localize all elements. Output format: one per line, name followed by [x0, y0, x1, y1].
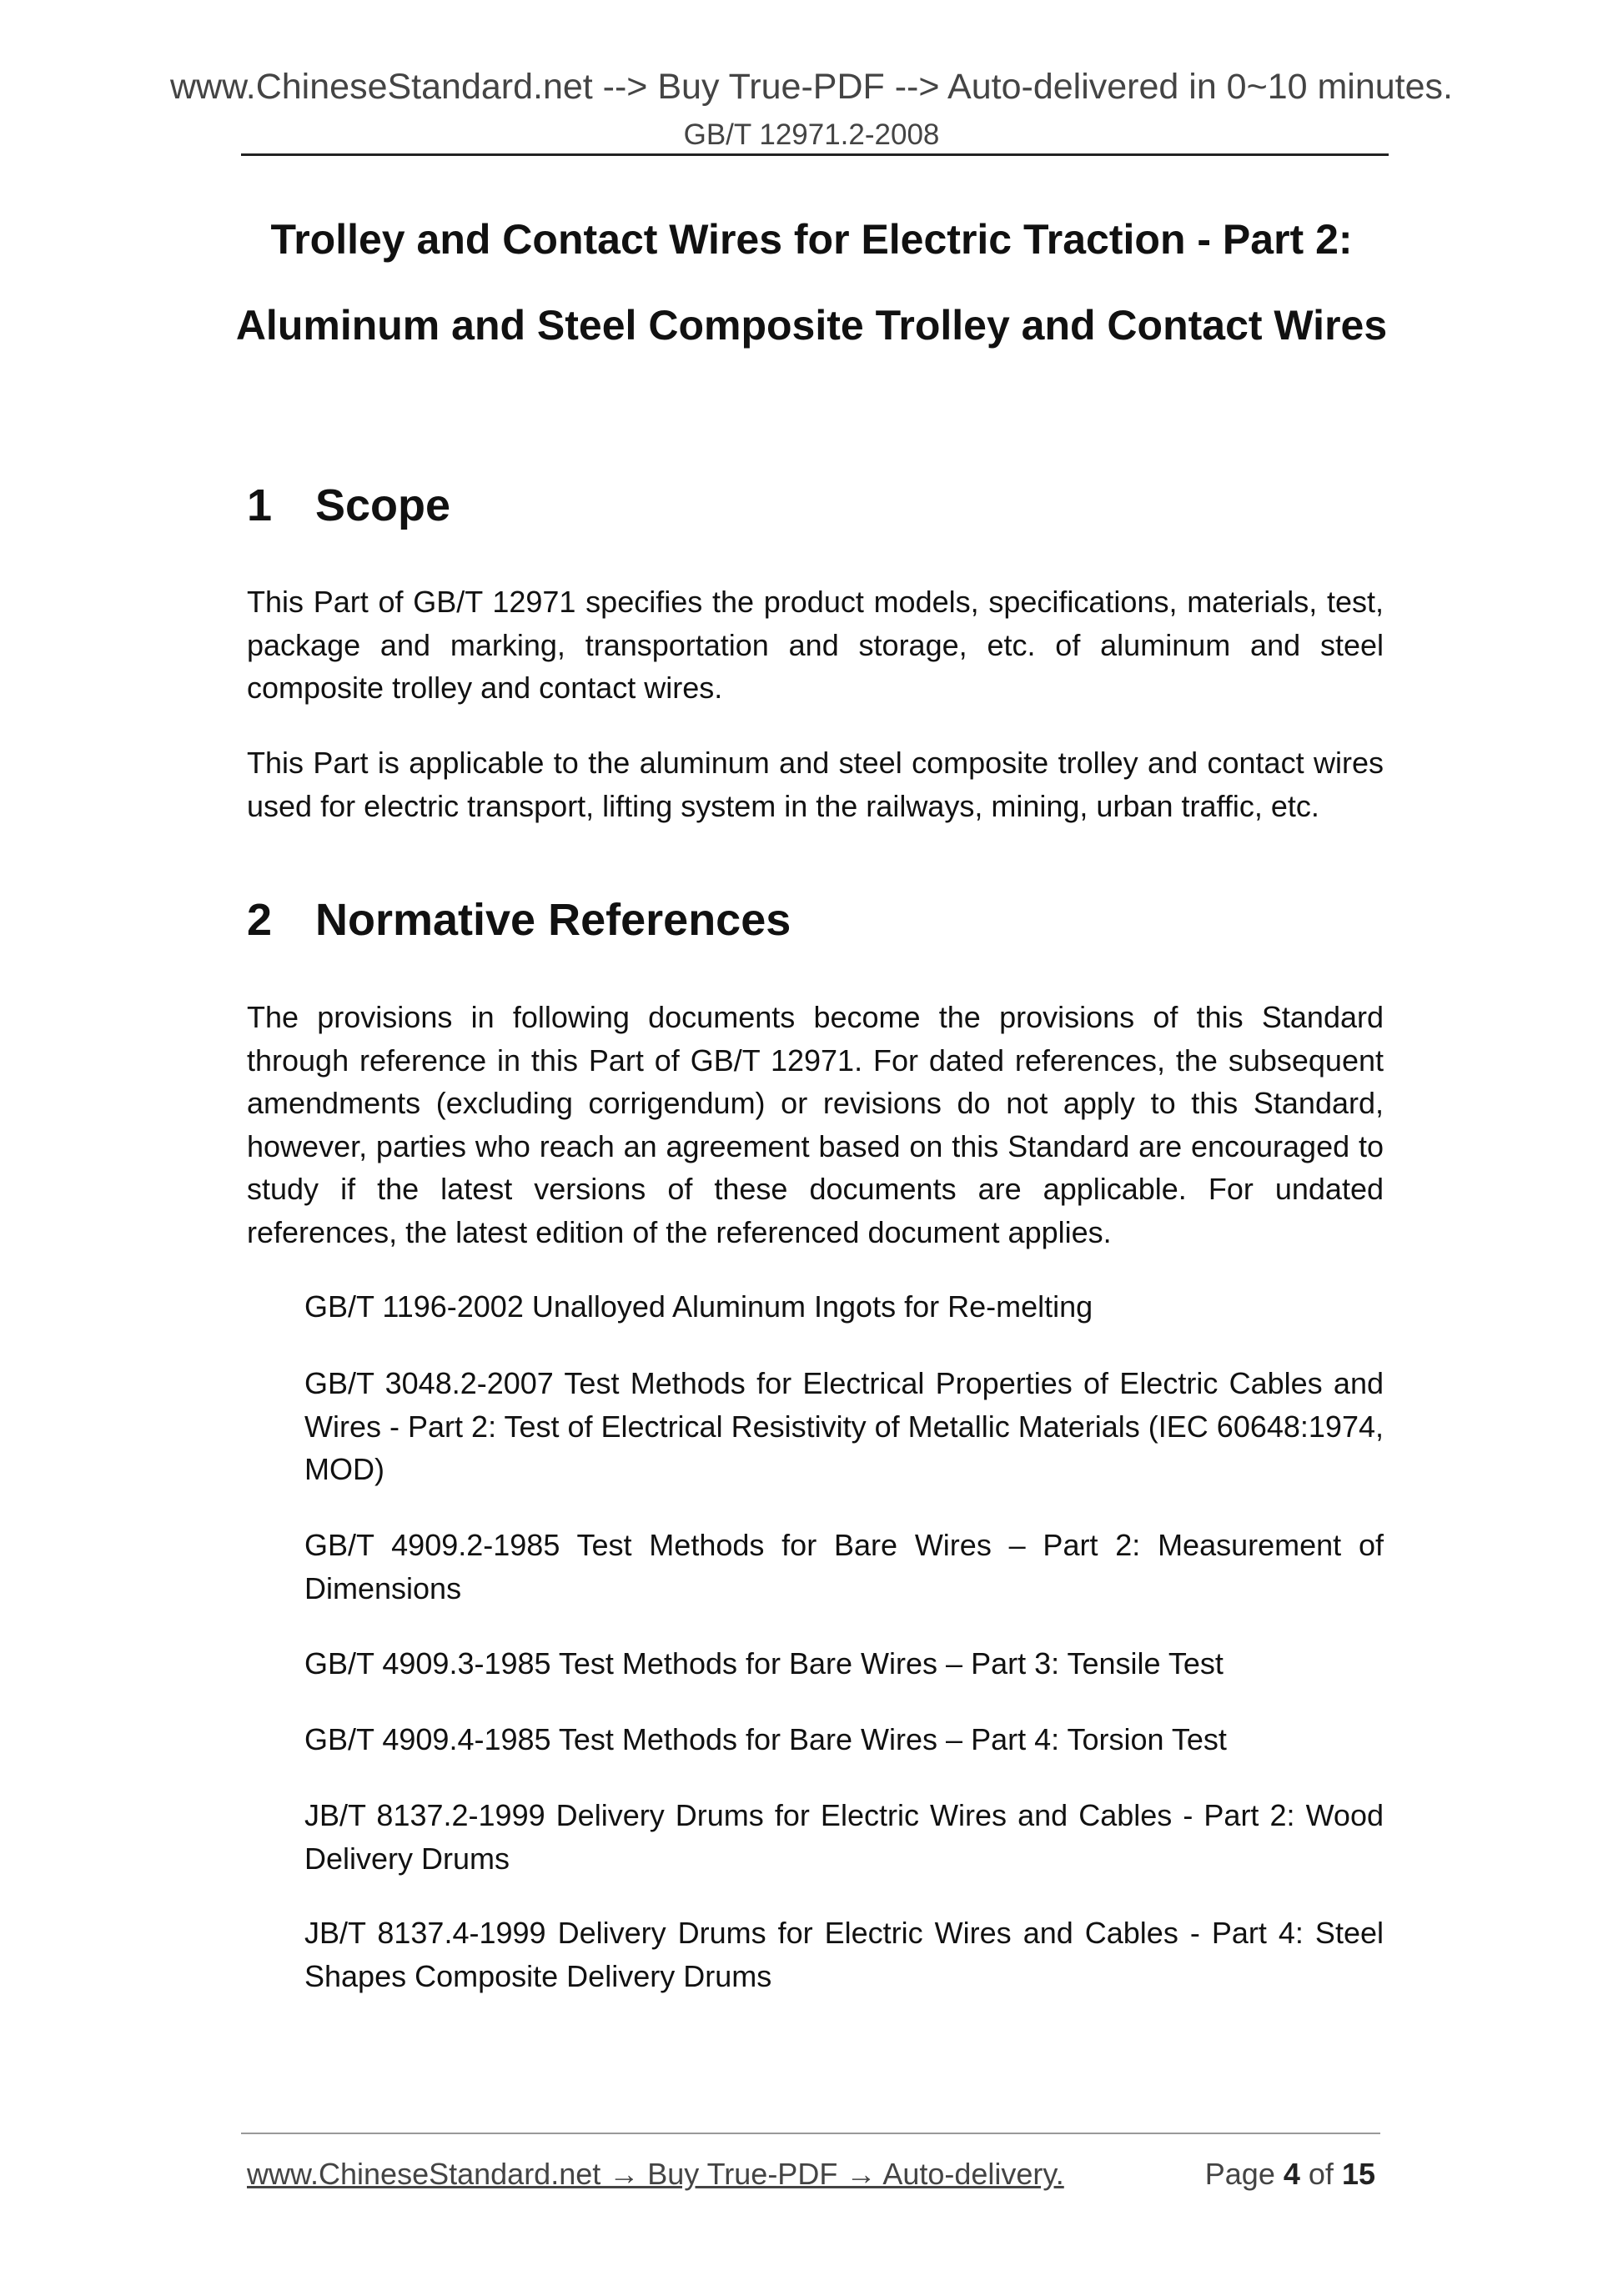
- section-title: Scope: [315, 480, 451, 530]
- section-1-heading: [247, 477, 450, 534]
- scope-paragraph: This Part of GB/T 12971 specifies the product models, specifications, materials, test, package and marking, transportation and storage, etc. of aluminum and steel composite trolley and contact wires.: [247, 585, 1384, 705]
- document-title-line-1: Trolley and Contact Wires for Electric Traction - Part 2:: [270, 216, 1353, 263]
- section-2-heading: [247, 892, 791, 948]
- scope-paragraph: This Part is applicable to the aluminum and steel composite trolley and contact wires used for electric transport, lifting system in the railways, mining, urban traffic, etc.: [247, 746, 1384, 823]
- reference-item: GB/T 1196-2002 Unalloyed Aluminum Ingots for Re-melting: [304, 1289, 1093, 1324]
- reference-item: GB/T 3048.2-2007 Test Methods for Electrical Properties of Electric Cables and Wires - Part 2: Test of Electrical Resistivity of Metallic Materials (IEC 60648:1974, MOD): [304, 1366, 1384, 1486]
- reference-item: GB/T 4909.2-1985 Test Methods for Bare Wires – Part 2: Measurement of Dimensions: [304, 1528, 1384, 1605]
- total-page-count: 15: [1341, 2157, 1375, 2191]
- header-link[interactable]: www.ChineseStandard.net --> Buy True-PDF --> Auto-delivered in 0~10 minutes.: [169, 67, 1453, 107]
- reference-item: JB/T 8137.4-1999 Delivery Drums for Electric Wires and Cables - Part 4: Steel Shapes Composite Delivery Drums: [304, 1916, 1384, 1993]
- footer-link[interactable]: www.ChineseStandard.net → Buy True-PDF → Auto-delivery.: [247, 2157, 1064, 2191]
- section-number: 1: [247, 480, 273, 530]
- header-divider: [241, 153, 1389, 156]
- page-label: Page: [1204, 2157, 1275, 2191]
- footer-divider: [241, 2133, 1380, 2134]
- page-indicator: [1205, 2155, 1375, 2193]
- reference-item: GB/T 4909.3-1985 Test Methods for Bare Wires – Part 3: Tensile Test: [304, 1646, 1224, 1681]
- document-title-line-2: Aluminum and Steel Composite Trolley and Contact Wires: [235, 302, 1388, 349]
- section-title: Normative References: [315, 895, 791, 945]
- references-intro-paragraph: The provisions in following documents become the provisions of this Standard through reference in this Part of GB/T 12971. For dated references, the subsequent amendments (excluding corrigendum) or revisions do not apply to this Standard, however, parties who reach an agreement based on this Standard are encouraged to study if the latest versions of these documents are applicable. For undated references, the latest edition of the referenced document applies.: [247, 1000, 1384, 1249]
- section-number: 2: [247, 895, 273, 945]
- header-standard-number: GB/T 12971.2-2008: [683, 118, 940, 151]
- current-page-number: 4: [1283, 2157, 1300, 2191]
- reference-item: JB/T 8137.2-1999 Delivery Drums for Electric Wires and Cables - Part 2: Wood Delivery Drums: [304, 1798, 1384, 1876]
- page-of-label: of: [1308, 2157, 1334, 2191]
- reference-item: GB/T 4909.4-1985 Test Methods for Bare Wires – Part 4: Torsion Test: [304, 1722, 1227, 1756]
